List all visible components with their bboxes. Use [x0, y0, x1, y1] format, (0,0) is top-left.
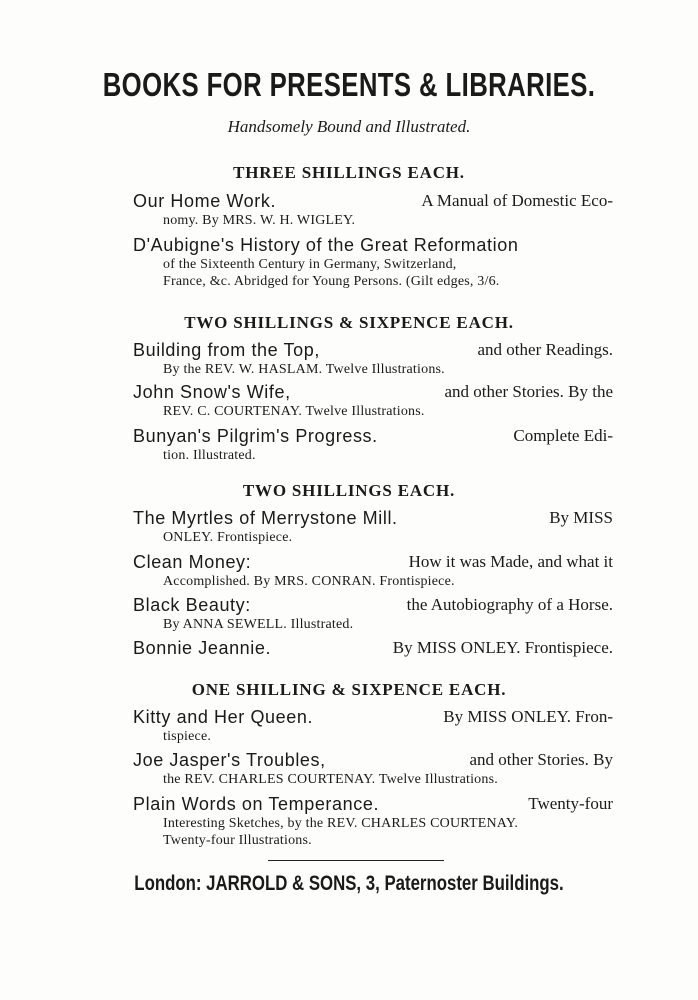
page-subtitle: Handsomely Bound and Illustrated.	[227, 117, 471, 136]
book-details: Twenty-four Illustrations.	[163, 833, 312, 848]
book-description: By MISS ONLEY. Fron-	[443, 707, 613, 726]
book-details: nomy. By MRS. W. H. WIGLEY.	[163, 213, 356, 228]
publisher-footer: London: JARROLD & SONS, 3, Paternoster Buildings.	[134, 872, 564, 895]
book-details: the REV. CHARLES COURTENAY. Twelve Illustrations.	[163, 772, 498, 787]
book-title: The Myrtles of Merrystone Mill.	[133, 508, 398, 528]
book-entry	[133, 637, 613, 659]
book-description: Twenty-four	[528, 794, 613, 813]
book-entry	[133, 594, 613, 633]
book-title: John Snow's Wife,	[133, 382, 291, 402]
section-heading: THREE SHILLINGS EACH.	[233, 163, 465, 182]
book-title: Clean Money:	[133, 552, 252, 572]
book-details: France, &c. Abridged for Young Persons. (Gilt edges, 3/6.	[163, 274, 500, 289]
book-details: ONLEY. Frontispiece.	[163, 530, 293, 545]
book-title: Our Home Work.	[133, 191, 277, 211]
book-details: tispiece.	[163, 729, 212, 744]
book-entry	[133, 339, 613, 378]
book-entry	[133, 551, 613, 590]
book-details: By the REV. W. HASLAM. Twelve Illustrations.	[163, 362, 445, 377]
book-details: tion. Illustrated.	[163, 448, 256, 463]
section-heading: ONE SHILLING & SIXPENCE EACH.	[191, 680, 507, 699]
book-entry	[133, 793, 613, 849]
book-description: By MISS ONLEY. Frontispiece.	[392, 638, 613, 657]
divider-rule	[268, 860, 444, 861]
book-description: and other Readings.	[477, 340, 613, 359]
book-title: D'Aubigne's History of the Great Reformation	[133, 235, 519, 255]
book-description: and other Stories. By	[469, 750, 613, 769]
section-heading: TWO SHILLINGS EACH.	[242, 481, 456, 500]
book-entry	[133, 507, 613, 546]
page-title: BOOKS FOR PRESENTS & LIBRARIES.	[102, 66, 596, 103]
book-details: Accomplished. By MRS. CONRAN. Frontispiece.	[163, 574, 455, 589]
book-details: Interesting Sketches, by the REV. CHARLES COURTENAY.	[163, 816, 519, 831]
book-title: Bunyan's Pilgrim's Progress.	[133, 426, 378, 446]
book-title: Kitty and Her Queen.	[133, 707, 314, 727]
book-title: Plain Words on Temperance.	[133, 794, 380, 814]
book-description: A Manual of Domestic Eco-	[421, 191, 613, 210]
book-details: of the Sixteenth Century in Germany, Switzerland,	[163, 257, 457, 272]
book-description: and other Stories. By the	[444, 382, 613, 401]
section-heading: TWO SHILLINGS & SIXPENCE EACH.	[184, 313, 514, 332]
book-entry	[133, 706, 613, 745]
book-entry	[133, 749, 613, 788]
book-description: By MISS	[549, 508, 613, 527]
book-description: How it was Made, and what it	[408, 552, 613, 571]
book-description: Complete Edi-	[513, 426, 613, 445]
book-title: Bonnie Jeannie.	[133, 638, 272, 658]
book-entry	[133, 190, 613, 229]
book-title: Building from the Top,	[133, 340, 320, 360]
book-description: the Autobiography of a Horse.	[406, 595, 613, 614]
book-entry	[133, 425, 613, 464]
book-entry	[133, 234, 613, 290]
book-details: By ANNA SEWELL. Illustrated.	[163, 617, 354, 632]
book-title: Black Beauty:	[133, 595, 251, 615]
book-details: REV. C. COURTENAY. Twelve Illustrations.	[163, 404, 425, 419]
book-title: Joe Jasper's Troubles,	[133, 750, 326, 770]
book-entry	[133, 381, 613, 420]
